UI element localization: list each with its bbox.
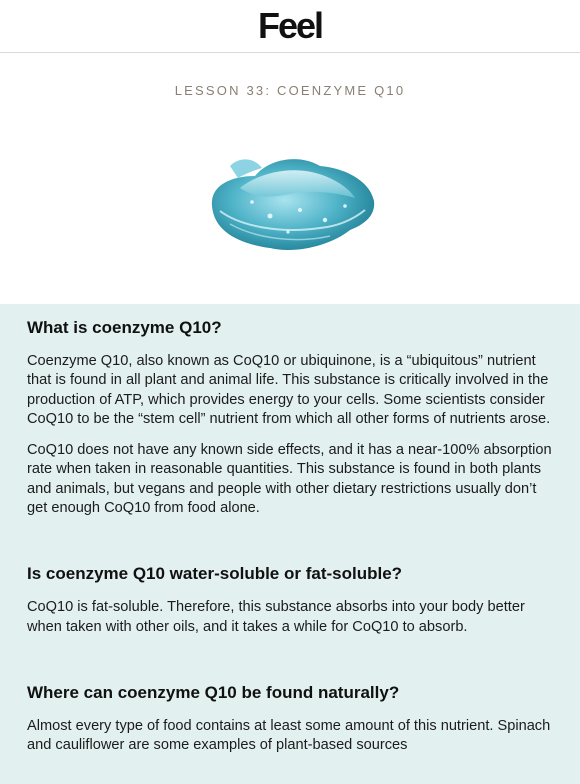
paragraph: Almost every type of food contains at least some amount of this nutrient. Spinach and cauliflower are some examples of plant-based sources bbox=[27, 717, 551, 754]
spacer bbox=[27, 649, 554, 683]
blue-gel-image bbox=[200, 146, 380, 256]
paragraph: CoQ10 does not have any known side effects, and it has a near-100% absorption rate when taken in reasonable quantities. This substance is found in both plants and animals, but vegans and people with other dietary restrictions usually don’t get enough CoQ10 from food alone. bbox=[27, 442, 552, 517]
lesson-content bbox=[0, 304, 580, 784]
lesson-title: LESSON 33: COENZYME Q10 bbox=[174, 83, 406, 98]
section-heading: Where can coenzyme Q10 be found naturally? bbox=[27, 682, 400, 702]
paragraph: Coenzyme Q10, also known as CoQ10 or ubiquinone, is a “ubiquitous” nutrient that is found in all plant and animal life. This substance is critically involved in the production of ATP, which provides energy to your cells. Some scientists consider CoQ10 to be the “stem cell” nutrient from which all other forms of nutrients arose. bbox=[27, 353, 551, 427]
paragraph: CoQ10 is fat-soluble. Therefore, this substance absorbs into your body better when taken with other oils, and it takes a while for CoQ10 to absorb. bbox=[27, 599, 525, 635]
hero-section bbox=[0, 53, 580, 304]
section-heading: What is coenzyme Q10? bbox=[27, 318, 222, 337]
section-heading: Is coenzyme Q10 water-soluble or fat-soluble? bbox=[27, 564, 403, 584]
feel-logo[interactable]: Feel bbox=[257, 5, 323, 46]
spacer bbox=[27, 530, 554, 564]
email-header bbox=[0, 0, 580, 53]
